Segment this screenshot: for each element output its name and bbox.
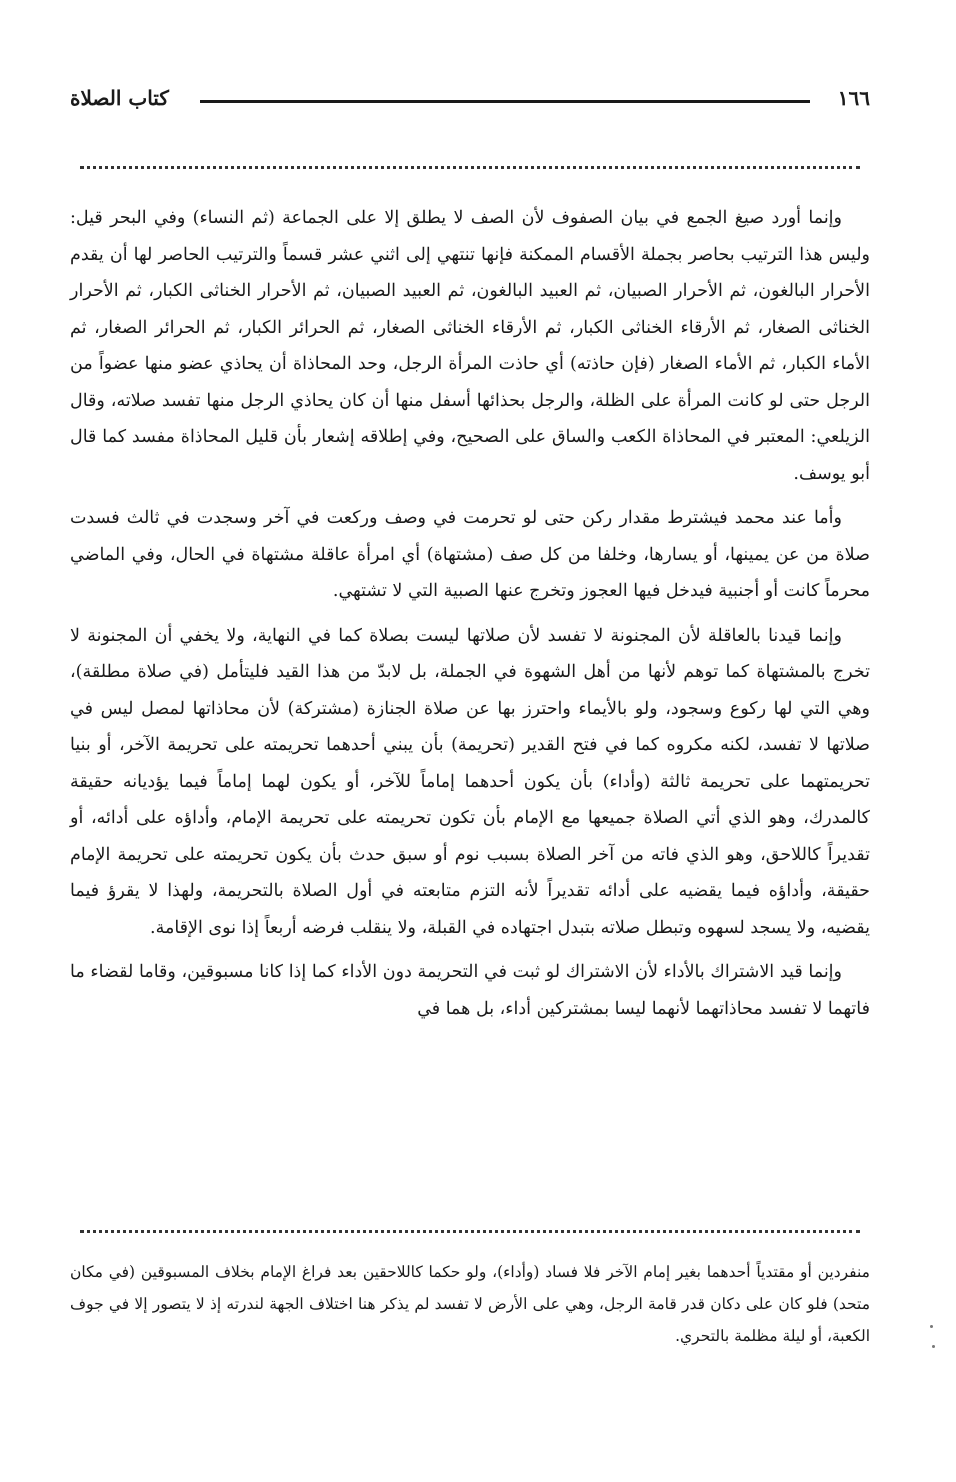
main-text bbox=[70, 200, 870, 1035]
paragraph-3: وإنما قيدنا بالعاقلة لأن المجنونة لا تفسد لأن صلاتها ليست بصلاة كما في النهاية، ولا يخفي أن المجنونة لا تخرج بالمشتهاة كما توهم لأنها من أهل الشهوة في الجملة، بل لابدّ من هذا القيد فليتأمل (في صلاة مطلقة)، وهي التي لها ركوع وسجود، ولو بالأيماء واحترز بها عن صلاة الجنازة (مشتركة) لأن محاذاتها لمصل ليس في صلاتها لا تفسد، لكنه مكروه كما في فتح القدير (تحريمة) بأن يبني أحدهما تحريمته على تحريمة الآخر، أو بنيا تحريمتهما على تحريمة ثالثة (وأداء) بأن يكون أحدهما إماماً للآخر، أو يكون لهما إماماً فيما يؤديانه حقيقة كالمدرك، وهو الذي أتي الصلاة جميعها مع الإمام بأن تكون تحريمته على تحريمة الإمام، وأداؤه على أدائه، أو تقديراً كاللاحق، وهو الذي فاته من آخر الصلاة بسبب نوم أو سبق حدث بأن يكون تحريمته على تحريمة الإمام حقيقة، وأداؤه فيما يقضيه على أدائه تقديراً لأنه التزم متابعته في أول الصلاة بالتحريمة، ولهذا لا يقرؤ فيما يقضيه، ولا يسجد لسهوه وتبطل صلاته بتبدل اجتهاده في القبلة، ولا ينقلب فرضه أربعاً إذا نوى الإقامة. bbox=[70, 625, 870, 938]
top-dotted-divider bbox=[80, 166, 860, 169]
paragraph-4: وإنما قيد الاشتراك بالأداء لأن الاشتراك لو ثبت في التحريمة دون الأداء كما إذا كانا مسبوقين، وقاما لقضاء ما فاتهما لا تفسد محاذاتهما لأنهما ليسا بمشتركين أداء، بل هما في bbox=[70, 962, 870, 1019]
page-number: ١٦٦ bbox=[837, 86, 870, 110]
scan-speck bbox=[932, 1345, 935, 1348]
paragraph-1: وإنما أورد صيغ الجمع في بيان الصفوف لأن الصف لا يطلق إلا على الجماعة (ثم النساء) وفي البحر قيل: وليس هذا الترتيب بحاصر بجملة الأقسام الممكنة فإنها تنتهي إلى اثني عشر قسماً والترتيب الحاصر لها أن يقدم الأحرار البالغون، ثم الأحرار الصبيان، ثم العبيد البالغون، ثم العبيد الصبيان، ثم الأحرار الخناثى الكبار، ثم الأحرار الخناثى الصغار، ثم الأرقاء الخناثى الكبار، ثم الأرقاء الخناثى الصغار، ثم الحرائر الكبار، ثم الحرائر الصغار، ثم الأماء الكبار، ثم الأماء الصغار (فإن حاذته) أي حاذت المرأة الرجل، وحد المحاذاة أن يحاذي عضو منها عضواً من الرجل حتى لو كانت المرأة على الظلة، والرجل بحذائها أسفل منها أن كان يحاذي الرجل منها تفسد صلاته، وقال الزيلعي: المعتبر في المحاذاة الكعب والساق على الصحيح، وفي إطلاقه إشعار بأن قليل المحاذاة مفسد كما قال أبو يوسف. bbox=[70, 208, 870, 484]
bottom-dotted-divider bbox=[80, 1230, 860, 1233]
footnote-text: منفردين أو مقتدياً أحدهما بغير إمام الآخر فلا فساد (وأداء)، ولو حكما كاللاحقين بعد فراغ الإمام بخلاف المسبوقين (في مكان متحد) فلو كان على دكان قدر قامة الرجل، وهي على الأرض لا تفسد لم يذكر هنا اختلاف الجهة لندرته إذ لا يتصور إلا في جوف الكعبة، أو ليلة مظلمة بالتحري. bbox=[70, 1263, 870, 1345]
running-header bbox=[70, 80, 870, 114]
scan-speck bbox=[930, 1325, 933, 1328]
book-title: كتاب الصلاة bbox=[70, 86, 169, 110]
paragraph-2: وأما عند محمد فيشترط مقدار ركن حتى لو تحرمت في وصف وركعت في آخر وسجدت في ثالث فسدت صلاة من عن يمينها، أو يسارها، وخلفا من كل صف (مشتهاة) أي امرأة عاقلة مشتهاة في الحال، وفي الماضي محرماً كانت أو أجنبية فيدخل فيها العجوز وتخرج عنها الصبية التي لا تشتهي. bbox=[70, 508, 870, 601]
header-rule bbox=[200, 100, 810, 103]
book-page bbox=[70, 80, 870, 1410]
footnote-area bbox=[70, 1256, 870, 1352]
